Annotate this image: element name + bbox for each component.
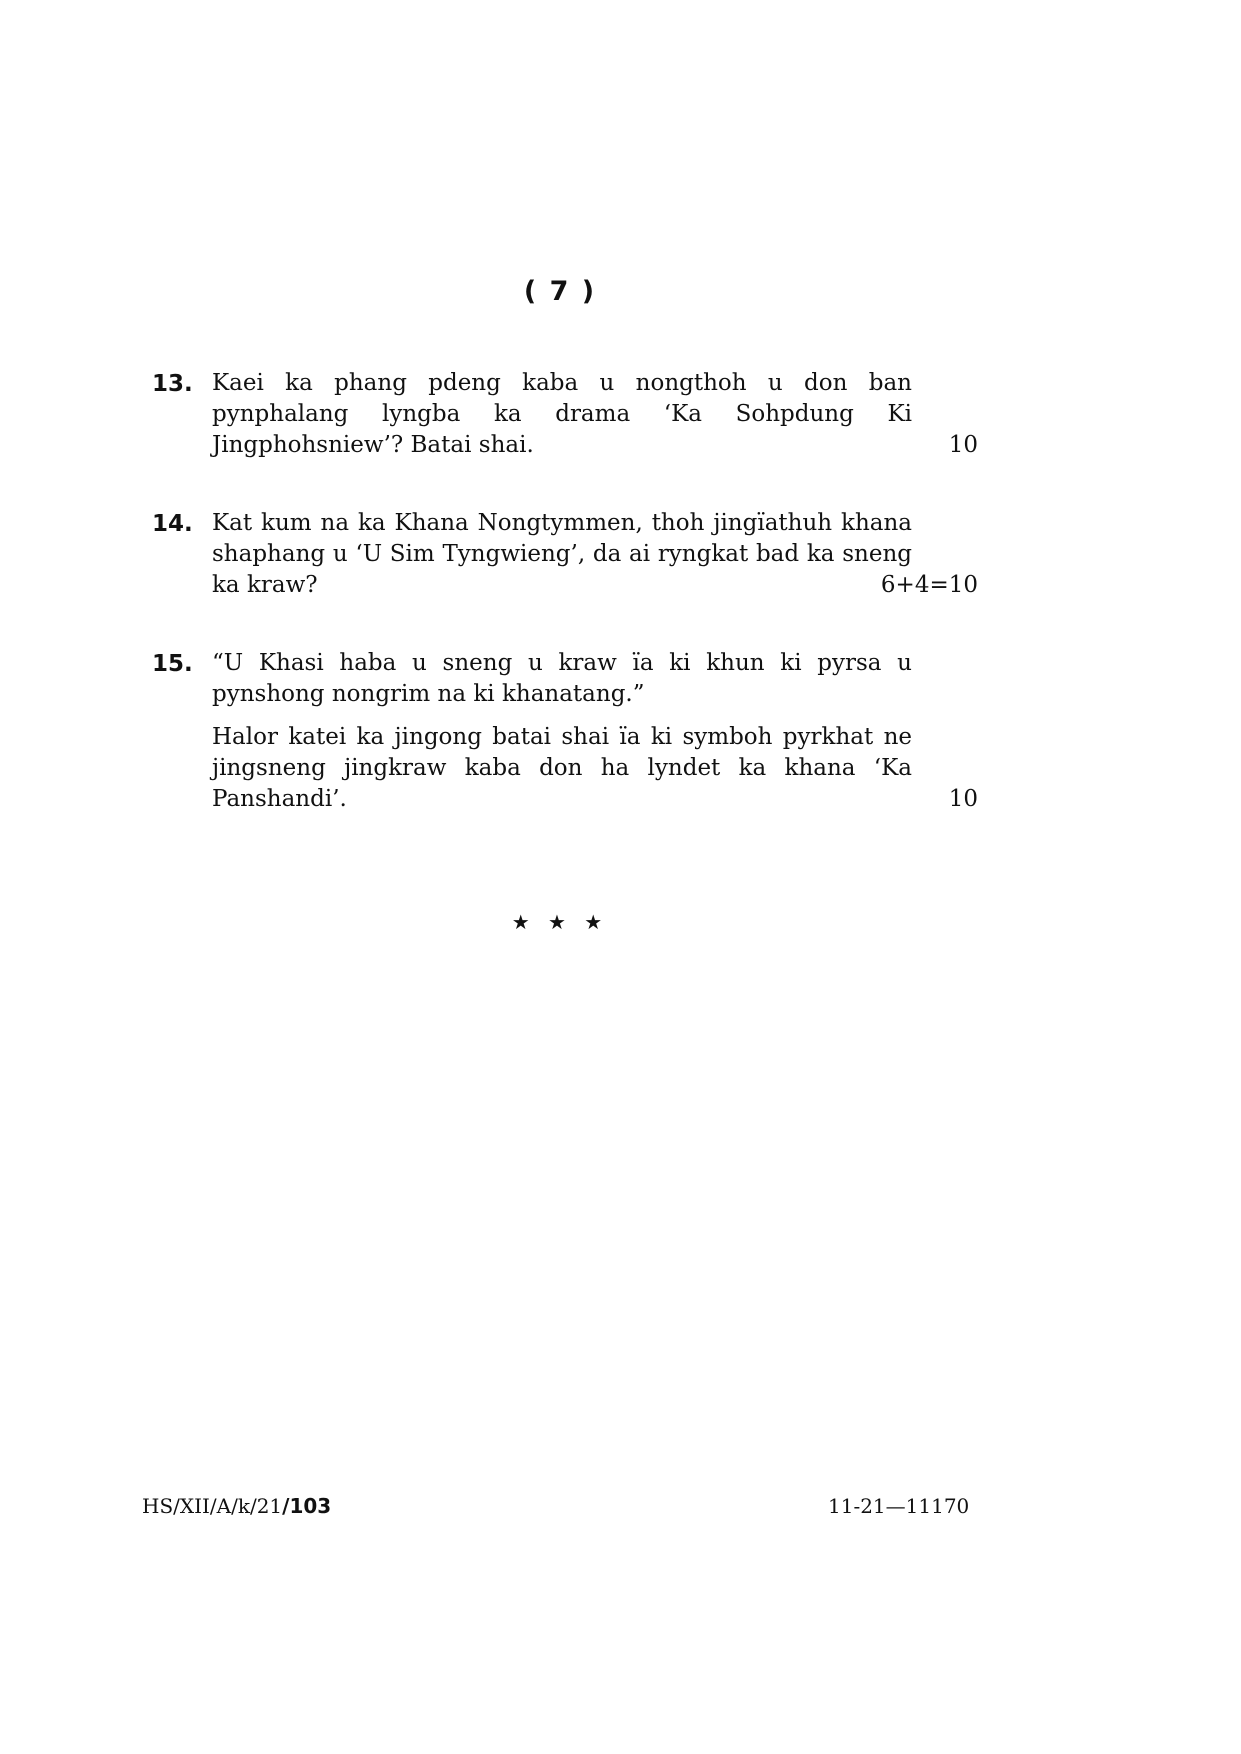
question-15 (152, 648, 978, 815)
question-paragraph: Halor katei ka jingong batai shai ïa ki symboh pyrkhat ne jingsneng jingkraw kaba don ha lyndet ka khana ‘Ka Panshandi’. (212, 724, 912, 812)
question-number: 13. (152, 371, 193, 397)
question-number: 14. (152, 511, 193, 537)
page-number: ( 7 ) (523, 276, 597, 307)
question-text (212, 508, 912, 601)
question-paragraph: “U Khasi haba u sneng u kraw ïa ki khun ki pyrsa u pynshong nongrim na ki khanatang.” (212, 650, 912, 707)
paper-code-prefix: HS/XII/A/k/21 (142, 1494, 283, 1518)
paper-code-suffix: /103 (282, 1494, 332, 1518)
end-of-paper-stars: ★ ★ ★ (511, 910, 609, 934)
question-text (212, 368, 912, 461)
question-marks: 10 (948, 786, 978, 812)
print-code: 11-21—11170 (828, 1494, 970, 1518)
question-marks: 6+4=10 (880, 572, 978, 598)
question-paragraph: Kat kum na ka Khana Nongtymmen, thoh jingïathuh khana shaphang u ‘U Sim Tyngwieng’, da ai ryngkat bad ka sneng ka kraw? (212, 510, 912, 598)
paper-code (142, 1494, 331, 1518)
question-number: 15. (152, 651, 193, 677)
question-marks: 10 (948, 432, 978, 458)
question-14 (152, 508, 978, 601)
question-text (212, 648, 912, 815)
question-paragraph: Kaei ka phang pdeng kaba u nongthoh u don ban pynphalang lyngba ka drama ‘Ka Sohpdung Ki Jingphohsniew’? Batai shai. (212, 370, 912, 458)
question-13 (152, 368, 978, 461)
